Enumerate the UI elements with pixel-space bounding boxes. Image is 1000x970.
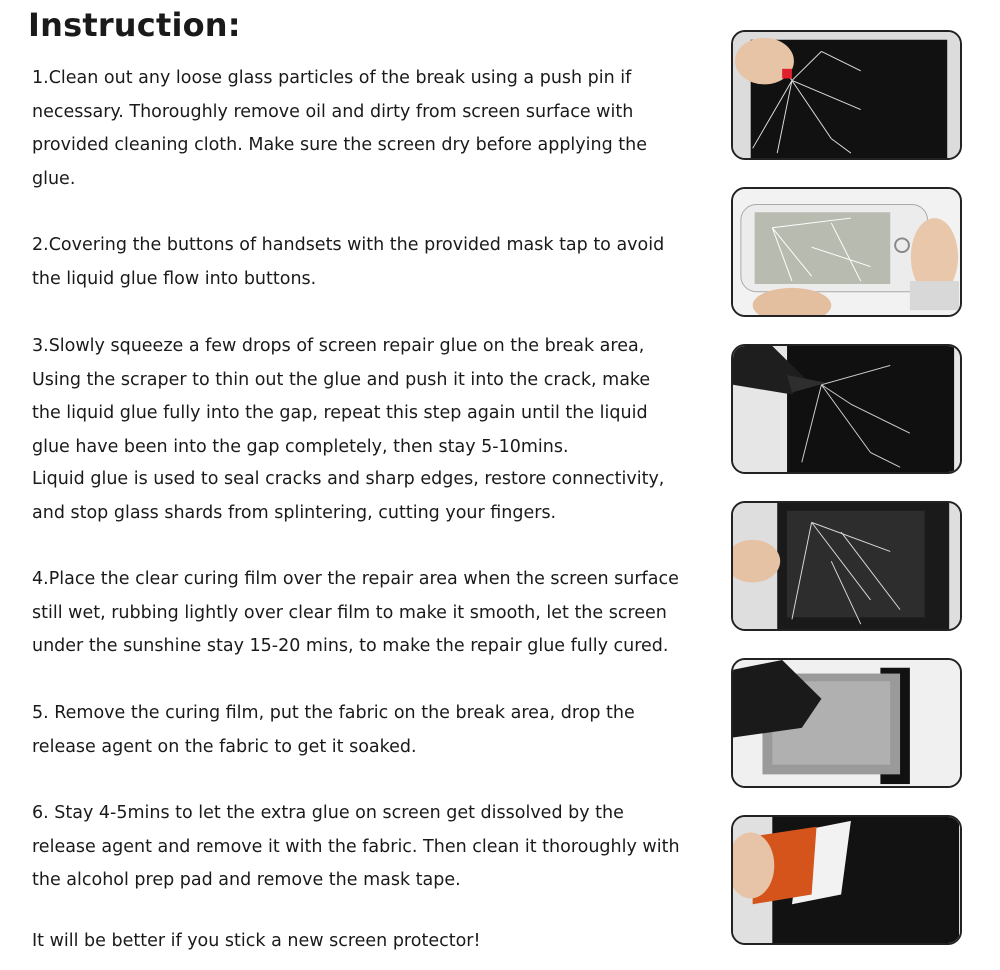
fabric-release-agent-photo [731, 658, 962, 788]
step-6-text: 6. Stay 4-5mins to let the extra glue on screen get dissolved by the release agent and remove it with the fabric. Then clean it thoroughly with the alcohol prep pad and remove the mask tape. [32, 803, 680, 890]
glue-bottle-crack-photo [731, 344, 962, 474]
step-1-text: 1.Clean out any loose glass particles of the break using a push pin if necessary. Thoroughly remove oil and dirty from screen surface with provided cleaning cloth. Make sure the screen dry before applying the glue. [32, 68, 647, 189]
curing-film-photo [731, 501, 962, 631]
push-pin-cracked-screen-photo [731, 30, 962, 160]
alcohol-prep-pad-photo [731, 815, 962, 945]
step-3-text: 3.Slowly squeeze a few drops of screen repair glue on the break area, Using the scraper to thin out the glue and push it into the crack, make the liquid glue fully into the gap, repeat this step again until the liquid glue have been into the gap completely, then stay 5-10mins. [32, 336, 651, 457]
instruction-title: Instruction: [28, 6, 241, 44]
mask-tape-phone-photo [731, 187, 962, 317]
step-4-text: 4.Place the clear curing film over the repair area when the screen surface still wet, rubbing lightly over clear film to make it smooth, let the screen under the sunshine stay 15-20 mins, to make the repair glue fully cured. [32, 569, 679, 656]
step-2-text: 2.Covering the buttons of handsets with the provided mask tap to avoid the liquid glue flow into buttons. [32, 235, 665, 289]
step-5-text: 5. Remove the curing film, put the fabric on the break area, drop the release agent on the fabric to get it soaked. [32, 703, 635, 757]
step-3-note-text: Liquid glue is used to seal cracks and sharp edges, restore connectivity, and stop glass shards from splintering, cutting your fingers. [32, 469, 665, 523]
final-tip-text: It will be better if you stick a new screen protector! [32, 931, 481, 951]
